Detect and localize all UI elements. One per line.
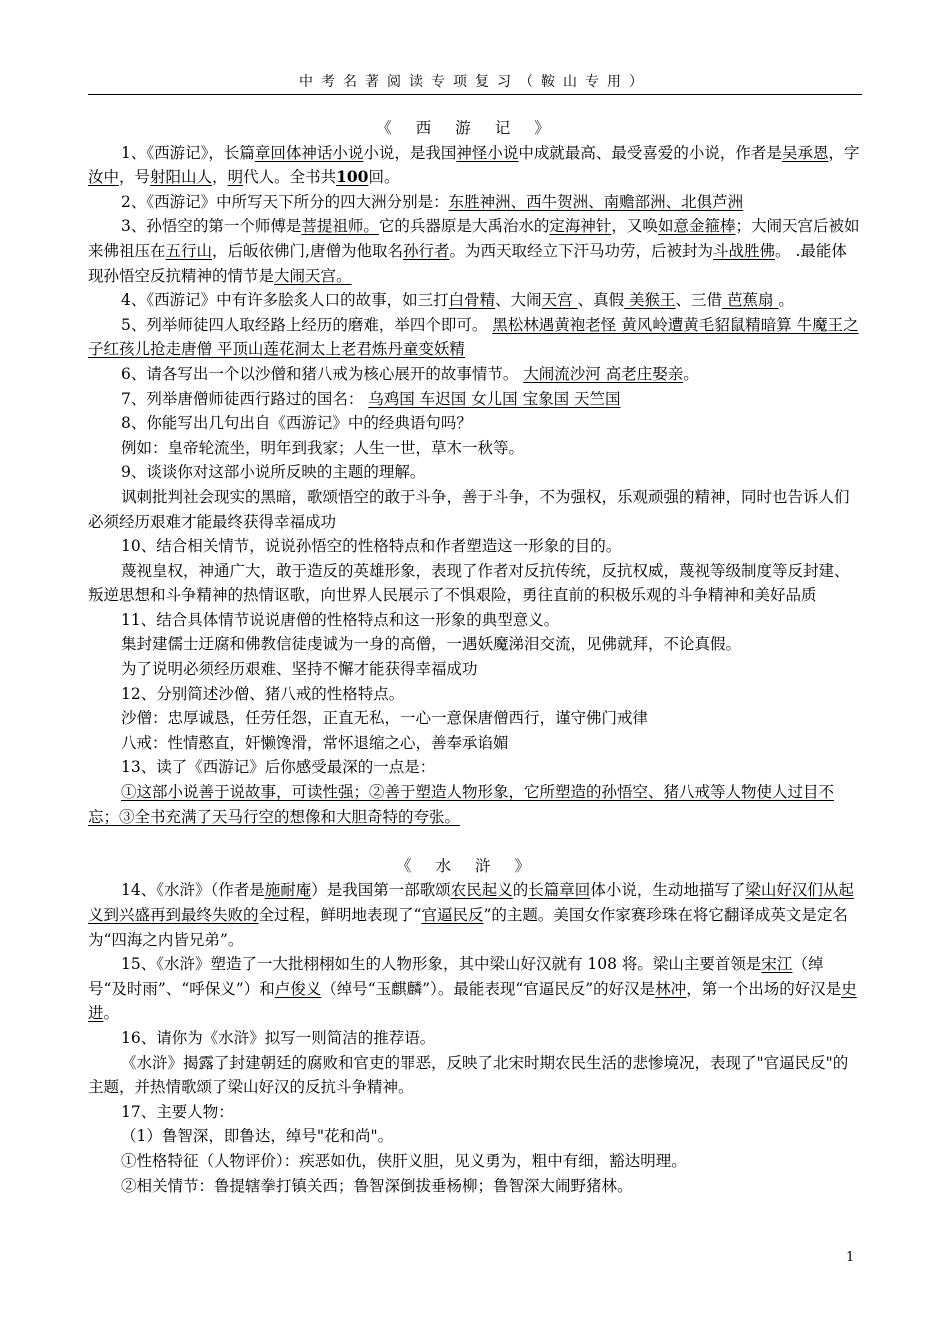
answer-text: 孙行者 [402, 241, 450, 260]
text-run: 15、《水浒》塑造了一大批栩栩如生的人物形象，其中梁山好汉就有 108 将。梁山主要首领是 [121, 955, 762, 974]
text-run: 为了说明必须经历艰难、坚持不懈才能获得幸福成功 [121, 660, 478, 679]
text-run: 7、列举唐僧师徒西行路过的国名： [121, 389, 369, 408]
answer-text: 梁山好汉们从起义到兴盛再到最终失败的 [88, 881, 854, 924]
text-run: 。 [778, 291, 794, 310]
paragraph [88, 1100, 862, 1125]
text-run: 。 [103, 1004, 120, 1023]
text-run: 、三借 [675, 291, 723, 310]
paragraph [88, 288, 862, 313]
answer-text: 如意金箍棒 [657, 217, 736, 236]
text-run: 13、读了《西游记》后你感受最深的一点是： [121, 758, 436, 777]
text-run: ，又唤 [611, 217, 658, 236]
paragraph [88, 411, 862, 436]
text-run: 沙僧：忠厚诚恳，任劳任怨，正直无私，一心一意保唐僧西行，谨守佛门戒律 [121, 709, 649, 728]
paragraph [88, 706, 862, 731]
text-run: 中成就最高、最受喜爱的小说，作者是 [518, 143, 782, 162]
answer-text: 东胜神洲、西牛贺洲、南赡部洲、北俱芦洲 [448, 192, 744, 211]
paragraph [88, 878, 862, 952]
answer-text: 卢俊义 [274, 979, 322, 998]
paragraph [88, 141, 862, 190]
paragraph [88, 485, 862, 534]
text-run: 17、主要人物： [121, 1102, 234, 1121]
paragraph [88, 952, 862, 1026]
answer-text: 史进 [88, 979, 857, 1023]
answer-text: 明 [227, 168, 244, 187]
text-run: 8、你能写出几句出自《西游记》中的经典语句吗？ [121, 414, 472, 433]
text-run: 16、请你为《水浒》拟写一则简洁的推荐语。 [121, 1028, 436, 1047]
text-run: 它的兵器原是大禹治水的 [378, 217, 550, 236]
text-run: ，号 [119, 168, 151, 187]
paragraph [88, 755, 862, 780]
text-run: 八戒：性情憨直，奸懒馋滑，常怀退缩之心，善奉承谄媚 [121, 733, 509, 752]
paragraph [88, 1051, 862, 1100]
text-run: ，第一个出场的好汉是 [686, 979, 842, 998]
paragraph [88, 1124, 862, 1149]
text-run: 。为西天取经立下汗马功劳，后被封为 [449, 241, 713, 260]
paragraph [88, 1174, 862, 1199]
paragraph [88, 1149, 862, 1174]
paragraph [88, 559, 862, 608]
paragraph [88, 387, 862, 412]
paragraph [88, 460, 862, 485]
section-title: 《水浒》 [395, 856, 554, 875]
text-run: 讽刺批判社会现实的黑暗，歌颂悟空的敢于斗争，善于斗争，不为强权，乐观顽强的精神，同时也告诉人们必须经历艰难才能最终获得幸福成功 [88, 487, 850, 531]
answer-text: 100 [336, 167, 369, 187]
paragraph [88, 1026, 862, 1051]
paragraph [88, 214, 862, 288]
text-run: 回。 [368, 168, 400, 187]
answer-text: 吴承恩 [781, 143, 829, 162]
text-run: 《水浒》揭露了封建朝廷的腐败和官吏的罪恶，反映了北宋时期农民生活的悲惨境况，表现了"官逼民反"的主题，并热情歌颂了梁山好汉的反抗斗争精神。 [88, 1053, 849, 1097]
answer-text: 黑松林遇黄袍老怪 黄风岭遭黄毛貂鼠精暗算 牛魔王之子红孩儿抢走唐僧 平顶山莲花洞太上老君炼丹童变妖精 [88, 315, 859, 359]
answer-text: 斗战胜佛 [713, 241, 776, 260]
text-run: 9、谈谈你对这部小说所反映的主题的理解。 [121, 463, 426, 482]
paragraph [88, 190, 862, 215]
answer-text: 定海神针 [549, 217, 612, 236]
text-run: 2、《西游记》中所写天下所分的四大洲分别是： [121, 192, 449, 211]
answer-text: 菩提祖师。 [301, 217, 379, 236]
answer-text: 汝中 [88, 168, 120, 187]
text-run: 3、孙悟空的第一个师傅是 [121, 217, 302, 236]
answer-text: 官逼民反 [421, 906, 484, 924]
answer-text: 林冲 [655, 979, 687, 998]
text-run: ，字 [828, 143, 860, 162]
text-run: （绰号“及时雨”、“呼保义”）和 [88, 955, 824, 998]
answer-text: ①这部小说善于说故事，可读性强；②善于塑造人物形象，它所塑造的孙悟空、猪八戒等人物使人过目不忘；③全书充满了天马行空的想像和大胆奇特的夸张。 [88, 783, 835, 826]
answer-text: 乌鸡国 车迟国 女儿国 宝象国 天竺国 [368, 389, 621, 408]
text-run: 5、列举师徒四人取经路上经历的磨难，举四个即可。 [121, 315, 493, 334]
text-run: ， [212, 168, 228, 187]
answer-text: 射阳山人 [150, 168, 213, 187]
answer-text: 芭蕉扇 [722, 291, 779, 310]
text-run: 、大闹 [495, 291, 542, 310]
paragraph [88, 608, 862, 633]
text-run: ”的主题。美国女作家赛珍珠在将它翻译成英文是定名为“四海之内皆兄弟”。 [88, 906, 848, 949]
section-title: 《西游记》 [376, 119, 574, 137]
answer-text: 章回体神话小说 [254, 143, 364, 162]
text-run: 。 .最能体现孙悟空反抗精神的情节是 [88, 241, 847, 285]
text-run: 的 [512, 881, 529, 900]
paragraph [88, 731, 862, 756]
paragraph [88, 657, 862, 682]
text-run: ②相关情节：鲁提辖拳打镇关西；鲁智深倒拔垂杨柳；鲁智深大闹野猪林。 [121, 1176, 633, 1195]
answer-text: 大闹流沙河 高老庄娶亲 [523, 364, 684, 383]
text-run: 体小说，生动地描写了 [590, 881, 746, 900]
text-run: 6、请各写出一个以沙僧和猪八戒为核心展开的故事情节。 [121, 364, 524, 383]
text-run: 全过程，鲜明地表现了“ [258, 906, 422, 924]
text-run: 11、结合具体情节说说唐僧的性格特点和这一形象的典型意义。 [121, 610, 560, 629]
section-spacer [88, 829, 862, 854]
text-run: ；大闹天宫后被如来佛祖压在 [88, 217, 860, 260]
answer-text: 宋江 [761, 955, 793, 974]
answer-text: 神怪小说 [456, 143, 519, 162]
page-number: 1 [846, 1250, 855, 1265]
paragraph [88, 780, 862, 829]
text-run: 代人。全书共 [243, 168, 337, 187]
text-run: 蔑视皇权，神通广大，敢于造反的英雄形象，表现了作者对反抗传统，反抗权威，蔑视等级制度等反封建、叛逆思想和斗争精神的热情讴歌，向世界人民展示了不惧艰险，勇往直前的积极乐观的斗争精神和美好品质 [88, 561, 850, 605]
paragraph [88, 682, 862, 707]
text-run: 14、《水浒》（作者是 [121, 881, 265, 900]
text-run: 小说，是我国 [363, 143, 457, 162]
text-run: 12、分别简述沙僧、猪八戒的性格特点。 [121, 684, 405, 703]
text-run: （绰号“玉麒麟”）。最能表现“官逼民反”的好汉是 [321, 979, 656, 998]
answer-text: 农民起义 [450, 881, 513, 900]
paragraph [88, 362, 862, 387]
paragraph [88, 632, 862, 657]
text-run: 集封建儒士迂腐和佛教信徒虔诚为一身的高僧，一遇妖魔涕泪交流，见佛就拜，不论真假。 [121, 635, 742, 654]
text-run: ①性格特征（人物评价）：疾恶如仇，侠肝义胆，见义勇为，粗中有细，豁达明理。 [121, 1151, 687, 1170]
text-run: 。 [683, 364, 699, 383]
answer-text: 美猴王 [624, 291, 676, 310]
answer-text: 五行山 [165, 241, 213, 260]
answer-text: 大闹天宫。 [274, 266, 352, 285]
answer-text: 白骨精 [448, 291, 496, 310]
answer-text: 长篇章回 [528, 881, 591, 900]
answer-text: 天宫 [541, 291, 578, 310]
text-run: 例如：皇帝轮流坐，明年到我家；人生一世，草木一秋等。 [121, 438, 525, 457]
paragraph [88, 534, 862, 559]
text-run: ，后皈依佛门,唐僧为他取名 [212, 241, 403, 260]
answer-text: 施耐庵 [264, 881, 312, 900]
paragraph [88, 313, 862, 362]
paragraph [88, 436, 862, 461]
text-run: 、真假 [577, 291, 625, 310]
text-run: （1）鲁智深，即鲁达，绰号"花和尚"。 [121, 1127, 394, 1146]
text-run: ）是我国第一部歌颂 [311, 881, 451, 900]
page-header: 中考名著阅读专项复习（鞍山专用） [88, 71, 862, 95]
text-run: 1、《西游记》，长篇 [121, 143, 255, 162]
text-run: 4、《西游记》中有许多脍炙人口的故事，如三打 [121, 291, 449, 310]
document-body [88, 116, 862, 1198]
text-run: 10、结合相关情节，说说孙悟空的性格特点和作者塑造这一形象的目的。 [121, 537, 622, 556]
